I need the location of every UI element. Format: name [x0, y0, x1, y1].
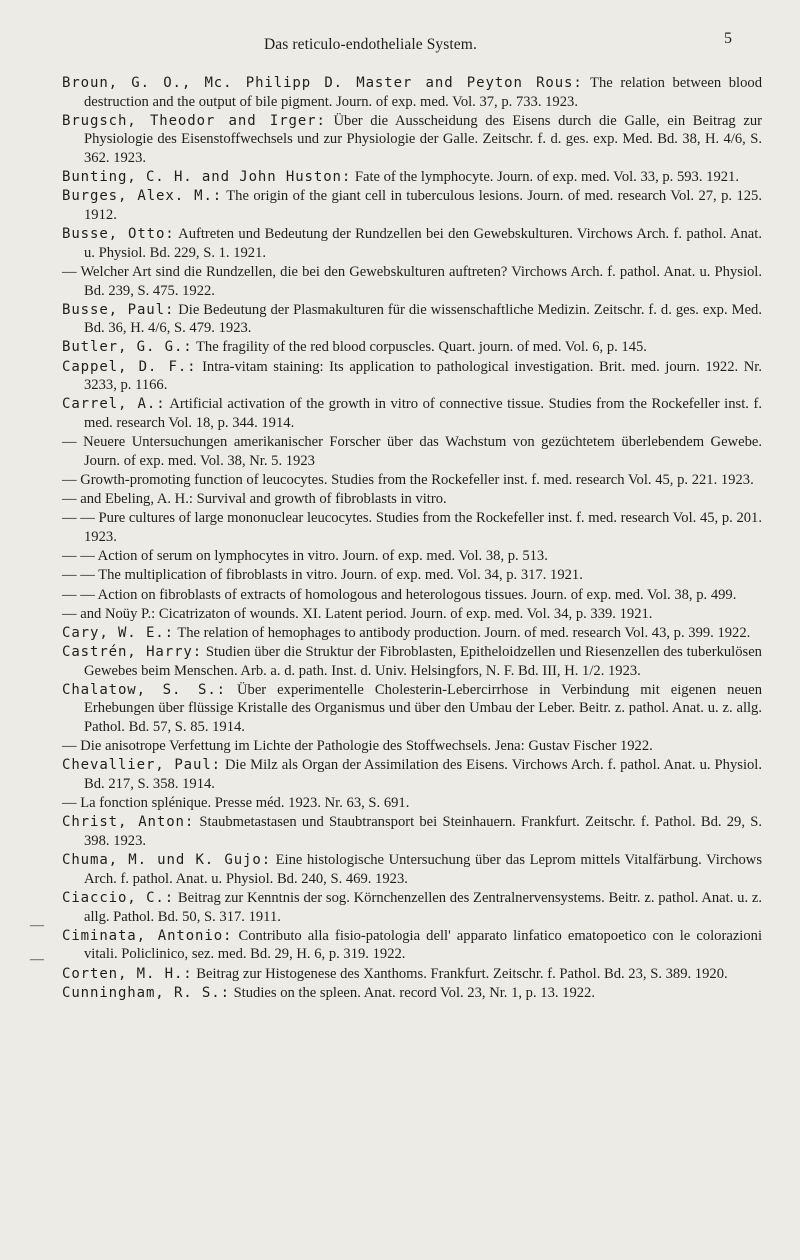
reference-entry [62, 225, 762, 262]
reference-text: Intra-vitam staining: Its application to pathological investigation. Brit. med. journ. 1922. Nr. 3233, p. 1166. [84, 358, 762, 394]
reference-text: — — Action of serum on lymphocytes in vitro. Journ. of exp. med. Vol. 38, p. 513. [62, 548, 548, 565]
reference-author: Cary, W. E.: [62, 624, 174, 641]
reference-entry [62, 187, 762, 224]
reference-author: Cappel, D. F.: [62, 358, 197, 375]
reference-entry [62, 433, 762, 470]
running-title: Das reticulo-endotheliale System. [264, 36, 477, 53]
reference-entry [62, 643, 762, 680]
reference-entry [62, 889, 762, 926]
reference-text: — Welcher Art sind die Rundzellen, die bei den Gewebskulturen auftreten? Virchows Arch. f. pathol. Anat. u. Physiol. Bd. 239, S. 475. 1922. [62, 263, 762, 299]
reference-author: Bunting, C. H. and John Huston: [62, 169, 352, 186]
reference-text: Contributo alla fisio-patologia dell' apparato linfatico ematopoetico con le colorazioni vitali. Policlinico, sez. med. Bd. 29, H. 6, p. 319. 1922. [84, 927, 763, 963]
reference-text: Artificial activation of the growth in vitro of connective tissue. Studies from the Rockefeller inst. f. med. research Vol. 18, p. 344. 1914. [84, 396, 762, 432]
reference-author: Chalatow, S. S.: [62, 681, 226, 698]
margin-mark: — [30, 918, 44, 933]
reference-entry [62, 737, 762, 756]
reference-entry [62, 927, 762, 964]
reference-author: Carrel, A.: [62, 396, 166, 413]
reference-text: The origin of the giant cell in tuberculous lesions. Journ. of med. research Vol. 27, p. 125. 1912. [84, 188, 762, 223]
reference-entry [62, 471, 762, 490]
reference-entry [62, 490, 762, 509]
reference-author: Castrén, Harry: [62, 644, 203, 661]
reference-entry [62, 547, 762, 566]
reference-entry [62, 509, 762, 546]
reference-text: — — Pure cultures of large mononuclear leucocytes. Studies from the Rockefeller inst. f. med. research Vol. 45, p. 201. 1923. [62, 510, 762, 545]
reference-author: Christ, Anton: [62, 814, 195, 831]
reference-text: — La fonction splénique. Presse méd. 1923. Nr. 63, S. 691. [62, 795, 410, 812]
reference-author: Corten, M. H.: [62, 965, 193, 982]
reference-entry [62, 965, 762, 984]
reference-text: — Neuere Untersuchungen amerikanischer Forscher über das Wachstum von gezüchtetem überlebendem Gewebe. Journ. of exp. med. Vol. 38, Nr. 5. 1923 [62, 434, 762, 469]
reference-entry [62, 74, 762, 111]
reference-author: Cunningham, R. S.: [62, 984, 230, 1001]
reference-text: — Die anisotrope Verfettung im Lichte der Pathologie des Stoffwechsels. Jena: Gustav Fischer 1922. [62, 738, 653, 755]
reference-text: — — Action on fibroblasts of extracts of homologous and heterologous tissues. Journ. of exp. med. Vol. 38, p. 499. [62, 586, 737, 603]
reference-entry [62, 358, 762, 395]
reference-text: The relation between blood destruction and the output of bile pigment. Journ. of exp. med. Vol. 37, p. 733. 1923. [84, 75, 763, 110]
reference-text: Staubmetastasen und Staubtransport bei Steinhauern. Frankfurt. Zeitschr. f. Pathol. Bd. 29, S. 398. 1923. [84, 814, 762, 849]
reference-text: Studien über die Struktur der Fibroblasten, Epitheloidzellen und Riesenzellen des tuberkulösen Gewebes beim Menschen. Arb. a. d. path. Inst. d. Univ. Helsingfors, N. F. Bd. III, H. 1/2. 1923. [84, 644, 762, 679]
reference-text: — Growth-promoting function of leucocytes. Studies from the Rockefeller inst. f. med. research Vol. 45, p. 221. 1923. [62, 472, 754, 488]
reference-text: — and Noüy P.: Cicatrizaton of wounds. XI. Latent period. Journ. of exp. med. Vol. 34, p. 339. 1921. [62, 605, 653, 622]
reference-entry [62, 301, 762, 338]
reference-entry [62, 605, 762, 624]
reference-text: Eine histologische Untersuchung über das Leprom mittels Vitalfärbung. Virchows Arch. f. pathol. Anat. u. Physiol. Bd. 240, S. 469. 1923. [84, 852, 763, 887]
reference-text: Über experimentelle Cholesterin-Lebercirrhose in Verbindung mit eigenen neuen Erhebungen über flüssige Kristalle des Organismus und über den Umbau der Leber. Beitr. z. pathol. Anat. u. z. allg. Pathol. Bd. 57, S. 85. 1914. [84, 681, 762, 736]
reference-entry [62, 168, 762, 187]
reference-entry [62, 624, 762, 643]
reference-entry [62, 112, 762, 168]
reference-text: Auftreten und Bedeutung der Rundzellen bei den Gewebskulturen. Virchows Arch. f. pathol. Anat. u. Physiol. Bd. 229, S. 1. 1921. [84, 226, 762, 261]
reference-author: Chuma, M. und K. Gujo: [62, 852, 272, 869]
reference-author: Butler, G. G.: [62, 339, 193, 356]
reference-list [62, 74, 762, 1003]
reference-entry [62, 566, 762, 585]
reference-text: Beitrag zur Histogenese des Xanthoms. Frankfurt. Zeitschr. f. Pathol. Bd. 23, S. 389. 1920. [192, 965, 728, 982]
margin-mark: — [30, 952, 44, 967]
reference-text: Die Bedeutung der Plasmakulturen für die wissenschaftliche Medizin. Zeitschr. f. d. ges. exp. Med. Bd. 36, H. 4/6, S. 479. 1923. [84, 301, 762, 337]
reference-text: Beitrag zur Kenntnis der sog. Körnchenzellen des Zentralnervensystems. Beitr. z. pathol. Anat. u. z. allg. Pathol. Bd. 50, S. 317. 1911. [84, 889, 763, 925]
reference-author: Burges, Alex. M.: [62, 188, 223, 205]
reference-entry [62, 263, 762, 300]
reference-entry [62, 681, 762, 737]
reference-text: The relation of hemophages to antibody production. Journ. of med. research Vol. 43, p. 399. 1922. [173, 624, 751, 641]
reference-entry [62, 395, 762, 432]
reference-text: The fragility of the red blood corpuscles. Quart. journ. of med. Vol. 6, p. 145. [192, 339, 647, 356]
page-number: 5 [724, 30, 732, 47]
reference-author: Broun, G. O., Mc. Philipp D. Master and Peyton Rous: [62, 75, 583, 91]
reference-entry [62, 984, 762, 1003]
reference-text: — — The multiplication of fibroblasts in vitro. Journ. of exp. med. Vol. 34, p. 317. 1921. [62, 567, 583, 584]
reference-text: Studies on the spleen. Anat. record Vol. 23, Nr. 1, p. 13. 1922. [229, 984, 596, 1001]
reference-text: — and Ebeling, A. H.: Survival and growth of fibroblasts in vitro. [62, 491, 447, 508]
reference-text: Fate of the lymphocyte. Journ. of exp. med. Vol. 33, p. 593. 1921. [351, 169, 739, 186]
reference-author: Busse, Paul: [62, 301, 175, 318]
reference-entry [62, 794, 762, 813]
reference-text: Die Milz als Organ der Assimilation des Eisens. Virchows Arch. f. pathol. Anat. u. Physiol. Bd. 217, S. 358. 1914. [84, 757, 762, 793]
reference-entry [62, 813, 762, 850]
reference-entry [62, 338, 762, 357]
reference-author: Ciaccio, C.: [62, 889, 175, 906]
reference-author: Ciminata, Antonio: [62, 927, 233, 944]
page-header [0, 30, 800, 54]
reference-author: Brugsch, Theodor and Irger: [62, 112, 326, 129]
reference-entry [62, 851, 762, 888]
reference-entry [62, 756, 762, 793]
reference-author: Busse, Otto: [62, 226, 175, 243]
reference-author: Chevallier, Paul: [62, 757, 221, 774]
reference-text: Über die Ausscheidung des Eisens durch die Galle, ein Beitrag zur Physiologie des Eisenstoffwechsels und zur Physiologie der Galle. Zeitschr. f. d. ges. exp. Med. Bd. 38, H. 4/6, S. 362. 1923. [84, 112, 762, 166]
reference-entry [62, 586, 762, 605]
